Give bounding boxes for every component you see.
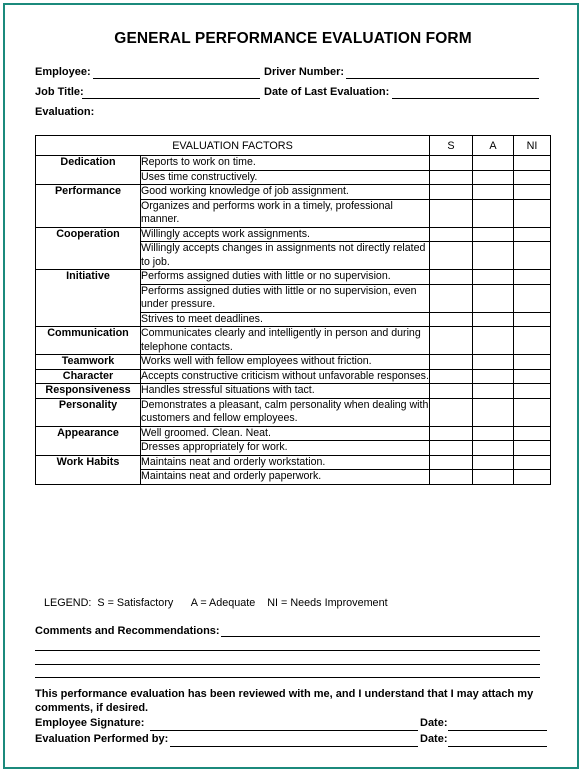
factor-description: Dresses appropriately for work. xyxy=(141,441,430,456)
adequate-cell[interactable] xyxy=(473,369,514,384)
adequate-cell[interactable] xyxy=(473,170,514,185)
evaluator-date-field[interactable] xyxy=(448,745,547,747)
needs-improvement-cell[interactable] xyxy=(514,284,551,312)
adequate-cell[interactable] xyxy=(473,199,514,227)
factor-description: Works well with fellow employees without friction. xyxy=(141,355,430,370)
factor-description: Demonstrates a pleasant, calm personality when dealing with customers and fellow employees. xyxy=(141,398,429,424)
comments-line-2[interactable] xyxy=(35,649,540,651)
adequate-cell[interactable] xyxy=(473,242,514,270)
table-row xyxy=(36,369,551,384)
needs-improvement-cell[interactable] xyxy=(514,369,551,384)
evaluator-signature-field[interactable] xyxy=(170,745,418,747)
evaluation-factors-header: EVALUATION FACTORS xyxy=(36,136,430,156)
needs-improvement-cell[interactable] xyxy=(514,327,551,355)
comments-line-4[interactable] xyxy=(35,676,540,678)
factor-description: Performs assigned duties with little or no supervision, even under pressure. xyxy=(141,284,430,312)
table-row xyxy=(36,185,551,200)
satisfactory-cell[interactable] xyxy=(430,455,473,470)
needs-improvement-header: NI xyxy=(514,136,551,156)
employee-field[interactable] xyxy=(93,66,260,79)
adequate-cell[interactable] xyxy=(473,156,514,171)
adequate-cell[interactable] xyxy=(473,327,514,355)
driver-number-label: Driver Number: xyxy=(264,66,345,78)
employee-signature-label: Employee Signature: xyxy=(35,717,145,729)
table-row xyxy=(36,455,551,470)
factor-description: Maintains neat and orderly paperwork. xyxy=(141,470,430,485)
category-cell: Cooperation xyxy=(36,227,141,270)
table-row xyxy=(36,156,551,171)
factor-description: Communicates clearly and intelligently in person and during telephone contacts. xyxy=(141,327,430,355)
satisfactory-cell[interactable] xyxy=(430,185,473,200)
factor-description: Handles stressful situations with tact. xyxy=(141,384,430,399)
needs-improvement-cell[interactable] xyxy=(514,455,551,470)
needs-improvement-cell[interactable] xyxy=(514,398,551,426)
table-row xyxy=(36,384,551,399)
table-row xyxy=(36,227,551,242)
needs-improvement-cell[interactable] xyxy=(514,156,551,171)
adequate-header: A xyxy=(473,136,514,156)
adequate-cell[interactable] xyxy=(473,441,514,456)
factor-description: Performs assigned duties with little or no supervision. xyxy=(141,270,430,285)
category-cell: Performance xyxy=(36,185,141,228)
evaluation-performed-label: Evaluation Performed by: xyxy=(35,733,169,745)
employee-date-label: Date: xyxy=(420,717,448,729)
table-row xyxy=(36,398,551,426)
adequate-cell[interactable] xyxy=(473,185,514,200)
adequate-cell[interactable] xyxy=(473,398,514,426)
factor-description: Reports to work on time. xyxy=(141,156,430,171)
adequate-cell[interactable] xyxy=(473,312,514,327)
form-title: GENERAL PERFORMANCE EVALUATION FORM xyxy=(114,30,472,47)
factor-description: Willingly accepts changes in assignments not directly related to job. xyxy=(141,242,430,270)
category-cell: Teamwork xyxy=(36,355,141,370)
needs-improvement-cell[interactable] xyxy=(514,270,551,285)
adequate-cell[interactable] xyxy=(473,455,514,470)
comments-line-3[interactable] xyxy=(35,663,540,665)
satisfactory-cell[interactable] xyxy=(430,242,473,270)
evaluation-label: Evaluation: xyxy=(35,106,95,118)
factor-description: Maintains neat and orderly workstation. xyxy=(141,455,430,470)
adequate-cell[interactable] xyxy=(473,284,514,312)
needs-improvement-cell[interactable] xyxy=(514,242,551,270)
satisfactory-cell[interactable] xyxy=(430,369,473,384)
comments-label: Comments and Recommendations: xyxy=(35,625,220,637)
employee-date-field[interactable] xyxy=(448,729,547,731)
satisfactory-cell[interactable] xyxy=(430,284,473,312)
factor-description: Accepts constructive criticism without unfavorable responses. xyxy=(141,369,429,382)
category-cell: Character xyxy=(36,369,141,384)
employee-label: Employee: xyxy=(35,66,91,78)
last-evaluation-label: Date of Last Evaluation: xyxy=(264,86,390,98)
category-cell: Communication xyxy=(36,327,141,355)
needs-improvement-cell[interactable] xyxy=(514,199,551,227)
table-body xyxy=(36,156,551,485)
job-title-label: Job Title: xyxy=(35,86,84,98)
table-row xyxy=(36,270,551,285)
legend: LEGEND: S = Satisfactory A = Adequate NI = Needs Improvement xyxy=(44,597,388,609)
satisfactory-cell[interactable] xyxy=(430,398,473,426)
category-cell: Initiative xyxy=(36,270,141,327)
last-evaluation-field[interactable] xyxy=(392,86,539,99)
category-cell: Personality xyxy=(36,398,141,426)
needs-improvement-cell[interactable] xyxy=(514,384,551,399)
factor-description: Well groomed. Clean. Neat. xyxy=(141,426,430,441)
category-cell: Appearance xyxy=(36,426,141,455)
table-row xyxy=(36,426,551,441)
factor-description: Willingly accepts work assignments. xyxy=(141,227,430,242)
category-cell: Responsiveness xyxy=(36,384,141,399)
satisfactory-cell[interactable] xyxy=(430,327,473,355)
comments-line-1[interactable] xyxy=(221,635,540,637)
satisfactory-cell[interactable] xyxy=(430,355,473,370)
satisfactory-cell[interactable] xyxy=(430,312,473,327)
adequate-cell[interactable] xyxy=(473,470,514,485)
factor-description: Organizes and performs work in a timely, professional manner. xyxy=(141,199,430,227)
driver-number-field[interactable] xyxy=(346,66,539,79)
needs-improvement-cell[interactable] xyxy=(514,227,551,242)
factor-description: Good working knowledge of job assignment. xyxy=(141,185,430,200)
needs-improvement-cell[interactable] xyxy=(514,441,551,456)
satisfactory-cell[interactable] xyxy=(430,270,473,285)
adequate-cell[interactable] xyxy=(473,426,514,441)
evaluation-table xyxy=(35,135,551,485)
table-row xyxy=(36,327,551,355)
satisfactory-cell[interactable] xyxy=(430,441,473,456)
satisfactory-header: S xyxy=(430,136,473,156)
needs-improvement-cell[interactable] xyxy=(514,355,551,370)
factor-description: Uses time constructively. xyxy=(141,170,430,185)
satisfactory-cell[interactable] xyxy=(430,470,473,485)
satisfactory-cell[interactable] xyxy=(430,227,473,242)
factor-description: Strives to meet deadlines. xyxy=(141,312,430,327)
satisfactory-cell[interactable] xyxy=(430,426,473,441)
job-title-field[interactable] xyxy=(82,86,260,99)
category-cell: Dedication xyxy=(36,156,141,185)
adequate-cell[interactable] xyxy=(473,227,514,242)
needs-improvement-cell[interactable] xyxy=(514,170,551,185)
needs-improvement-cell[interactable] xyxy=(514,312,551,327)
satisfactory-cell[interactable] xyxy=(430,199,473,227)
needs-improvement-cell[interactable] xyxy=(514,185,551,200)
employee-signature-field[interactable] xyxy=(150,729,418,731)
acknowledgement-statement: This performance evaluation has been reviewed with me, and I understand that I may attach my comments, if desired. xyxy=(35,688,534,714)
adequate-cell[interactable] xyxy=(473,355,514,370)
table-row xyxy=(36,355,551,370)
satisfactory-cell[interactable] xyxy=(430,156,473,171)
adequate-cell[interactable] xyxy=(473,384,514,399)
satisfactory-cell[interactable] xyxy=(430,384,473,399)
evaluator-date-label: Date: xyxy=(420,733,448,745)
adequate-cell[interactable] xyxy=(473,270,514,285)
needs-improvement-cell[interactable] xyxy=(514,470,551,485)
table-header-row xyxy=(36,136,551,156)
needs-improvement-cell[interactable] xyxy=(514,426,551,441)
satisfactory-cell[interactable] xyxy=(430,170,473,185)
category-cell: Work Habits xyxy=(36,455,141,484)
